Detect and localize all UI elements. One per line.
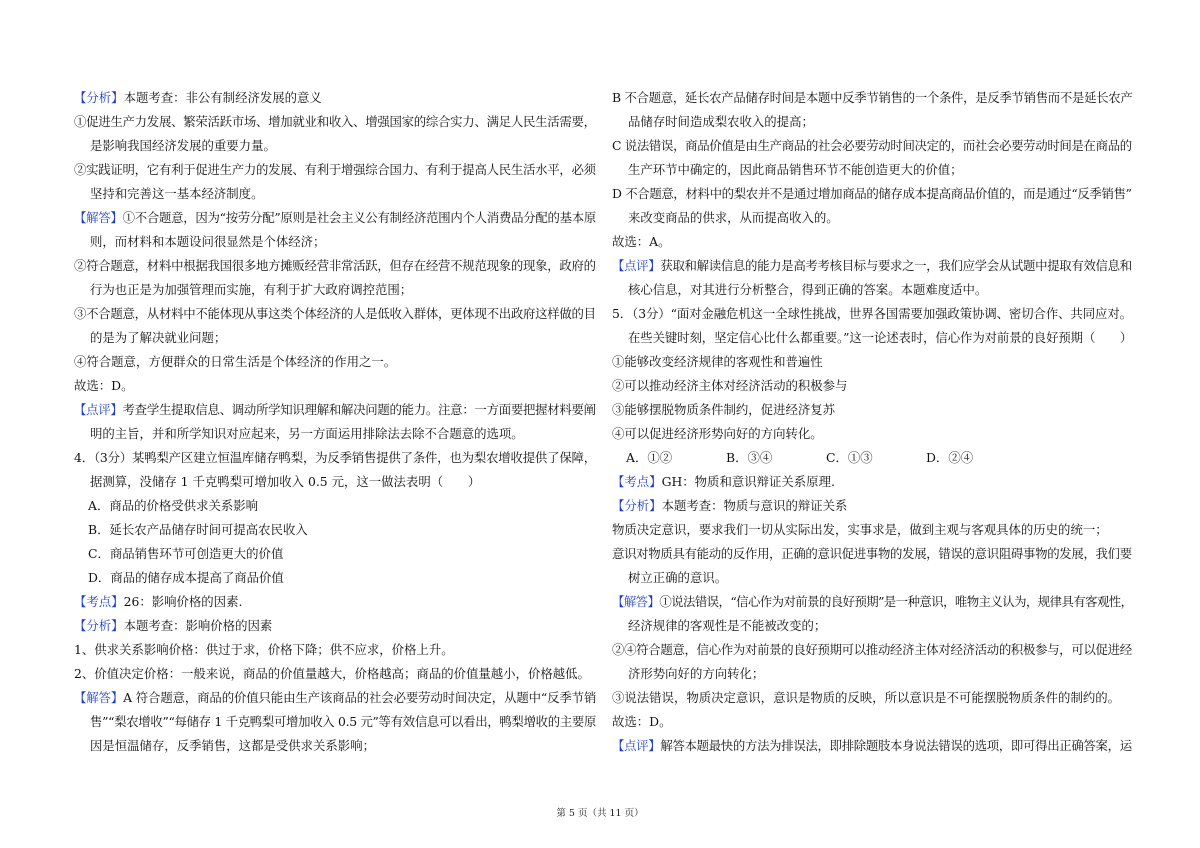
analysis-line: 【分析】本题考查：非公有制经济发展的意义 bbox=[74, 90, 322, 105]
text-line: 济形势向好的方向转化； bbox=[628, 666, 765, 681]
comment-line: 【点评】考查学生提取信息、调动所学知识理解和解决问题的能力。注意：一方面要把握材料要阐 bbox=[74, 402, 596, 417]
option-d: D．②④ bbox=[926, 450, 974, 465]
option-b: B．延长农产品储存时间可提高农民收入 bbox=[88, 522, 308, 537]
text-line: 树立正确的意识。 bbox=[628, 570, 728, 585]
option-a: A．商品的价格受供求关系影响 bbox=[88, 498, 259, 513]
statement-3: ③能够摆脱物质条件制约，促进经济复苏 bbox=[612, 402, 836, 417]
text-line: 核心信息，对其进行分析整合，得到正确的答案。本题难度适中。 bbox=[628, 282, 988, 297]
option-d: D．商品的储存成本提高了商品价值 bbox=[88, 570, 284, 585]
conclusion-line: 故选：D。 bbox=[74, 378, 134, 393]
question-stem: 4．（3分）某鸭梨产区建立恒温库储存鸭梨，为反季销售提供了条件，也为梨农增收提供了保障， bbox=[74, 450, 596, 465]
page-number-footer: 第 5 页（共 11 页） bbox=[556, 808, 644, 819]
text-line: D 不合题意，材料中的梨农并不是通过增加商品的储存成本提高商品价值的，而是通过“反季销售” bbox=[612, 186, 1132, 201]
comment-line: 【点评】解答本题最快的方法为排误法，即排除题肢本身说法错误的选项，即可得出正确答案，运 bbox=[612, 738, 1132, 753]
text-line: ①促进生产力发展、繁荣活跃市场、增加就业和收入、增强国家的综合实力、满足人民生活需要， bbox=[74, 114, 596, 129]
text-line: ③不合题意，从材料中不能体现从事这类个体经济的人是低收入群体，更体现不出政府这样做的目 bbox=[74, 306, 596, 321]
analysis-tag: 【分析】 bbox=[74, 618, 124, 633]
text-line: 因是恒温储存，反季销售，这都是受供求关系影响； bbox=[90, 738, 375, 753]
question-stem: 据测算，没储存 1 千克鸭梨可增加收入 0.5 元，这一做法表明（ ） bbox=[90, 474, 481, 489]
answer-line: 【解答】①说法错误，“信心作为对前景的良好预期”是一种意识，唯物主义认为，规律具有客观性， bbox=[612, 594, 1133, 609]
option-a: A．①② bbox=[626, 450, 673, 465]
text-line: 来改变商品的供求，从而提高收入的。 bbox=[628, 210, 839, 225]
text-line: 明的主旨，并和所学知识对应起来，另一方面运用排除法去除不合题意的选项。 bbox=[90, 426, 524, 441]
answer-tag: 【解答】 bbox=[612, 594, 660, 609]
analysis-line: 【分析】本题考查：影响价格的因素 bbox=[74, 618, 273, 633]
question-stem: 5．（3分）“面对金融危机这一全球性挑战，世界各国需要加强政策协调、密切合作、共同应对。 bbox=[612, 306, 1132, 321]
question-stem: 在些关键时刻，坚定信心比什么都重要。”这一论述表时，信心作为对前景的良好预期（ ） bbox=[628, 330, 1133, 345]
option-c: C．①③ bbox=[826, 450, 873, 465]
answer-options bbox=[626, 450, 973, 466]
text-line: 意识对物质具有能动的反作用，正确的意识促进事物的发展，错误的意识阻碍事物的发展，我们要 bbox=[612, 546, 1132, 561]
analysis-tag: 【分析】 bbox=[612, 498, 662, 513]
statement-1: ①能够改变经济规律的客观性和普遍性 bbox=[612, 354, 823, 369]
text-line: 坚持和完善这一基本经济制度。 bbox=[90, 186, 264, 201]
option-b: B．③④ bbox=[726, 450, 773, 465]
answer-tag: 【解答】 bbox=[74, 210, 123, 225]
text-line: ②实践证明，它有利于促进生产力的发展、有利于增强综合国力、有利于提高人民生活水平，必须 bbox=[74, 162, 596, 177]
knowledge-point-tag: 【考点】 bbox=[74, 594, 124, 609]
text-line: ②④符合题意，信心作为对前景的良好预期可以推动经济主体对经济活动的积极参与，可以促进经 bbox=[612, 642, 1132, 657]
text-line: ②符合题意，材料中根据我国很多地方摊贩经营非常活跃，但存在经营不规范现象的现象，政府的 bbox=[74, 258, 596, 273]
text-line: 1、供求关系影响价格：供过于求，价格下降；供不应求，价格上升。 bbox=[74, 642, 454, 657]
conclusion-line: 故选：D。 bbox=[612, 714, 672, 729]
conclusion-line: 故选：A。 bbox=[612, 234, 671, 249]
knowledge-point-line: 【考点】26：影响价格的因素. bbox=[74, 594, 243, 609]
text-line: 2、价值决定价格：一般来说，商品的价值量越大，价格越高；商品的价值量越小，价格越低。 bbox=[74, 666, 590, 681]
comment-tag: 【点评】 bbox=[612, 738, 661, 753]
text-line: 是影响我国经济发展的重要力量。 bbox=[90, 138, 276, 153]
text-line: B 不合题意，延长农产品储存时间是本题中反季节销售的一个条件，是反季节销售而不是延长农产 bbox=[612, 90, 1133, 105]
text-line: 的是为了解决就业问题； bbox=[90, 330, 227, 345]
text-line: 品储存时间造成梨农收入的提高； bbox=[628, 114, 814, 129]
analysis-line: 【分析】本题考查：物质与意识的辩证关系 bbox=[612, 498, 848, 513]
option-c: C．商品销售环节可创造更大的价值 bbox=[88, 546, 284, 561]
statement-4: ④可以促进经济形势向好的方向转化。 bbox=[612, 426, 823, 441]
text-line: 行为也正是为加强管理而实施，有利于扩大政府调控范围； bbox=[90, 282, 413, 297]
text-line: ④符合题意，方便群众的日常生活是个体经济的作用之一。 bbox=[74, 354, 397, 369]
comment-line: 【点评】获取和解读信息的能力是高考考核目标与要求之一，我们应学会从试题中提取有效信息和 bbox=[612, 258, 1132, 273]
text-line: 经济规律的客观性是不能被改变的； bbox=[628, 618, 827, 633]
comment-tag: 【点评】 bbox=[74, 402, 123, 417]
knowledge-point-tag: 【考点】 bbox=[612, 474, 662, 489]
text-line: 售”“梨农增收”“每储存 1 千克鸭梨可增加收入 0.5 元”等有效信息可以看出，鸭梨增收的主要原 bbox=[90, 714, 597, 729]
text-line: 生产环节中确定的，因此商品销售环节不能创造更大的价值； bbox=[628, 162, 963, 177]
answer-line: 【解答】A 符合题意，商品的价值只能由生产该商品的社会必要劳动时间决定，从题中“反季节销 bbox=[74, 690, 597, 705]
text-line: C 说法错误，商品价值是由生产商品的社会必要劳动时间决定的，而社会必要劳动时间是在商品的 bbox=[612, 138, 1132, 153]
answer-tag: 【解答】 bbox=[74, 690, 124, 705]
knowledge-point-line: 【考点】GH：物质和意识辩证关系原理. bbox=[612, 474, 835, 489]
text-line: ③说法错误，物质决定意识，意识是物质的反映，所以意识是不可能摆脱物质条件的制约的。 bbox=[612, 690, 1121, 705]
comment-tag: 【点评】 bbox=[612, 258, 661, 273]
answer-line: 【解答】①不合题意，因为“按劳分配”原则是社会主义公有制经济范围内个人消费品分配的基本原 bbox=[74, 210, 597, 225]
text-line: 则，而材料和本题设问很显然是个体经济； bbox=[90, 234, 326, 249]
analysis-tag: 【分析】 bbox=[74, 90, 124, 105]
text-line: 物质决定意识，要求我们一切从实际出发，实事求是，做到主观与客观具体的历史的统一； bbox=[612, 522, 1108, 537]
statement-2: ②可以推动经济主体对经济活动的积极参与 bbox=[612, 378, 848, 393]
